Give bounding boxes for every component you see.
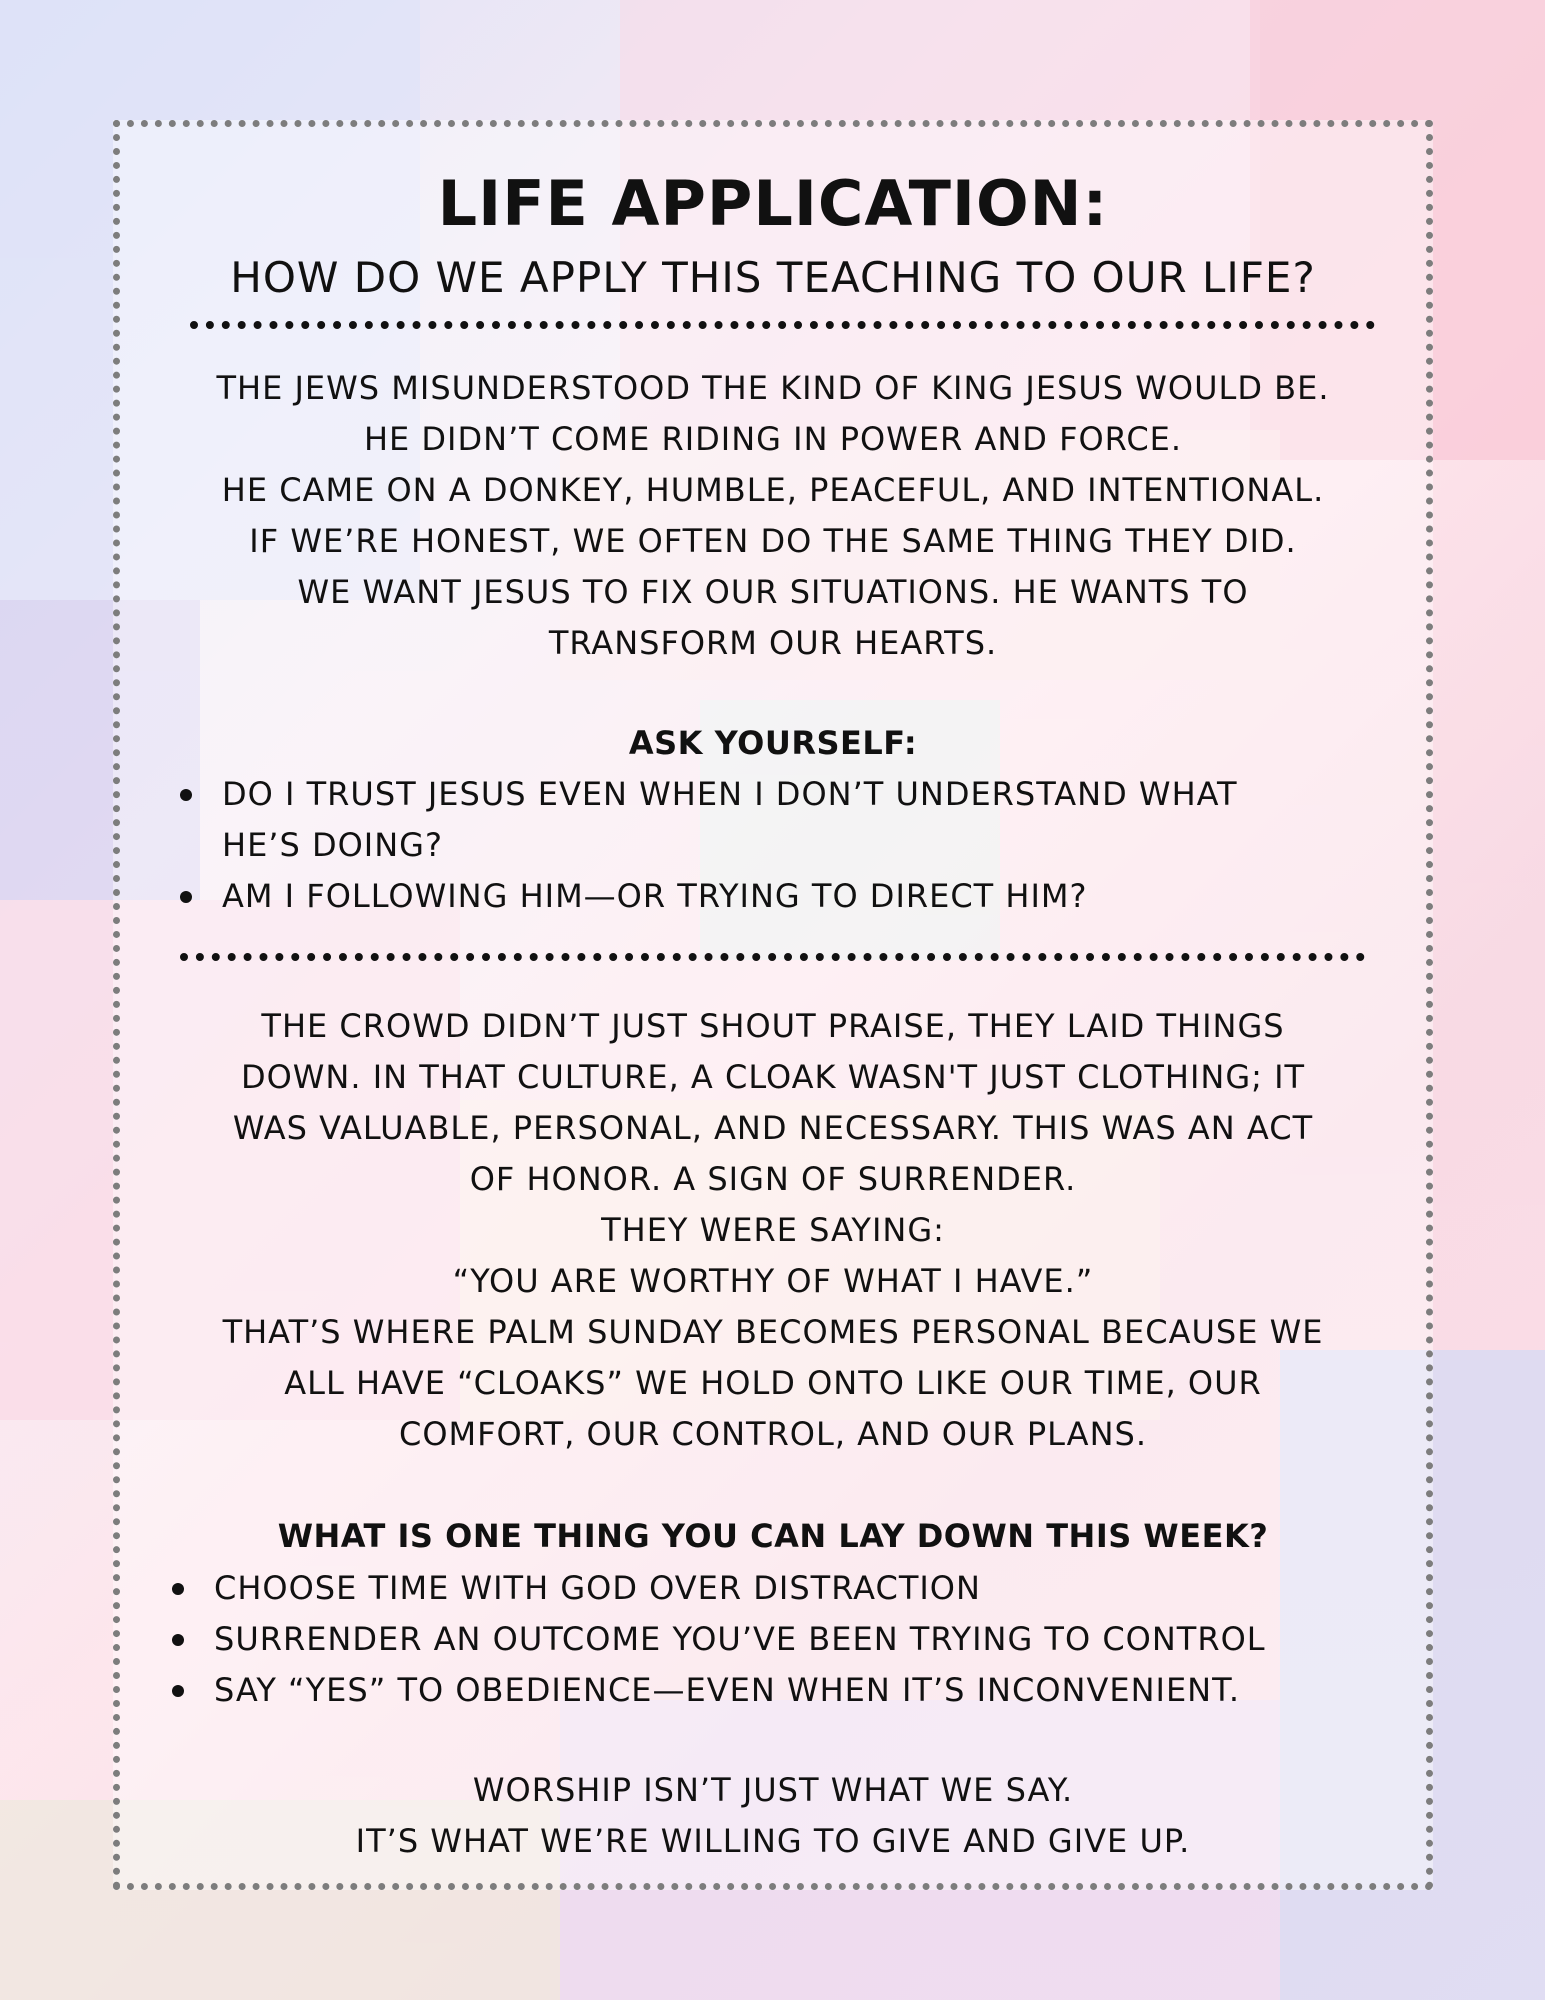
paragraph-line: HE CAME ON A DONKEY, HUMBLE, PEACEFUL, AND INTENTIONAL. — [221, 471, 1325, 509]
page-subtitle: HOW DO WE APPLY THIS TEACHING TO OUR LIFE? — [230, 253, 1316, 302]
page-title: LIFE APPLICATION: — [437, 167, 1109, 240]
paragraph-line: WAS VALUABLE, PERSONAL, AND NECESSARY. THIS WAS AN ACT — [232, 1109, 1314, 1147]
paragraph-line: OF HONOR. A SIGN OF SURRENDER. — [469, 1160, 1077, 1198]
list-item: AM I FOLLOWING HIM—OR TRYING TO DIRECT HIM? — [180, 871, 1238, 922]
paragraph-line: COMFORT, OUR CONTROL, AND OUR PLANS. — [399, 1415, 1147, 1453]
list-item: DO I TRUST JESUS EVEN WHEN I DON’T UNDERSTAND WHAT HE’S DOING? — [180, 769, 1238, 871]
paragraph-line: THAT’S WHERE PALM SUNDAY BECOMES PERSONAL BECAUSE WE — [222, 1313, 1324, 1351]
list-item: SURRENDER AN OUTCOME YOU’VE BEEN TRYING TO CONTROL — [172, 1614, 1266, 1665]
paragraph-line: WORSHIP ISN’T JUST WHAT WE SAY. — [472, 1771, 1074, 1809]
paragraph-line: THE JEWS MISUNDERSTOOD THE KIND OF KING JESUS WOULD BE. — [216, 369, 1330, 407]
ask-yourself-heading: ASK YOURSELF: — [628, 724, 918, 762]
lay-down-list — [172, 1563, 1266, 1716]
list-item: CHOOSE TIME WITH GOD OVER DISTRACTION — [172, 1563, 1266, 1614]
paragraph-line: DOWN. IN THAT CULTURE, A CLOAK WASN'T JUST CLOTHING; IT — [240, 1058, 1306, 1096]
lay-down-heading: WHAT IS ONE THING YOU CAN LAY DOWN THIS WEEK? — [277, 1517, 1269, 1555]
paragraph-line: THEY WERE SAYING: — [601, 1211, 945, 1249]
closing-statement — [160, 1765, 1386, 1867]
intro-paragraph — [160, 363, 1386, 669]
paragraph-line: IT’S WHAT WE’RE WILLING TO GIVE AND GIVE UP. — [355, 1822, 1191, 1860]
paragraph-line: “YOU ARE WORTHY OF WHAT I HAVE.” — [452, 1262, 1094, 1300]
paragraph-line: THE CROWD DIDN’T JUST SHOUT PRAISE, THEY LAID THINGS — [261, 1007, 1285, 1045]
paragraph-line: WE WANT JESUS TO FIX OUR SITUATIONS. HE WANTS TO — [297, 573, 1249, 611]
dotted-divider-top — [190, 321, 1375, 329]
paragraph-line: TRANSFORM OUR HEARTS. — [548, 624, 998, 662]
cloak-paragraph — [160, 1001, 1386, 1460]
list-item: SAY “YES” TO OBEDIENCE—EVEN WHEN IT’S INCONVENIENT. — [172, 1665, 1266, 1716]
content-frame — [113, 120, 1433, 1890]
paragraph-line: HE DIDN’T COME RIDING IN POWER AND FORCE. — [363, 420, 1183, 458]
ask-yourself-list — [180, 769, 1238, 922]
paragraph-line: ALL HAVE “CLOAKS” WE HOLD ONTO LIKE OUR TIME, OUR — [284, 1364, 1262, 1402]
dotted-divider-middle — [180, 953, 1365, 961]
paragraph-line: IF WE’RE HONEST, WE OFTEN DO THE SAME THING THEY DID. — [249, 522, 1297, 560]
